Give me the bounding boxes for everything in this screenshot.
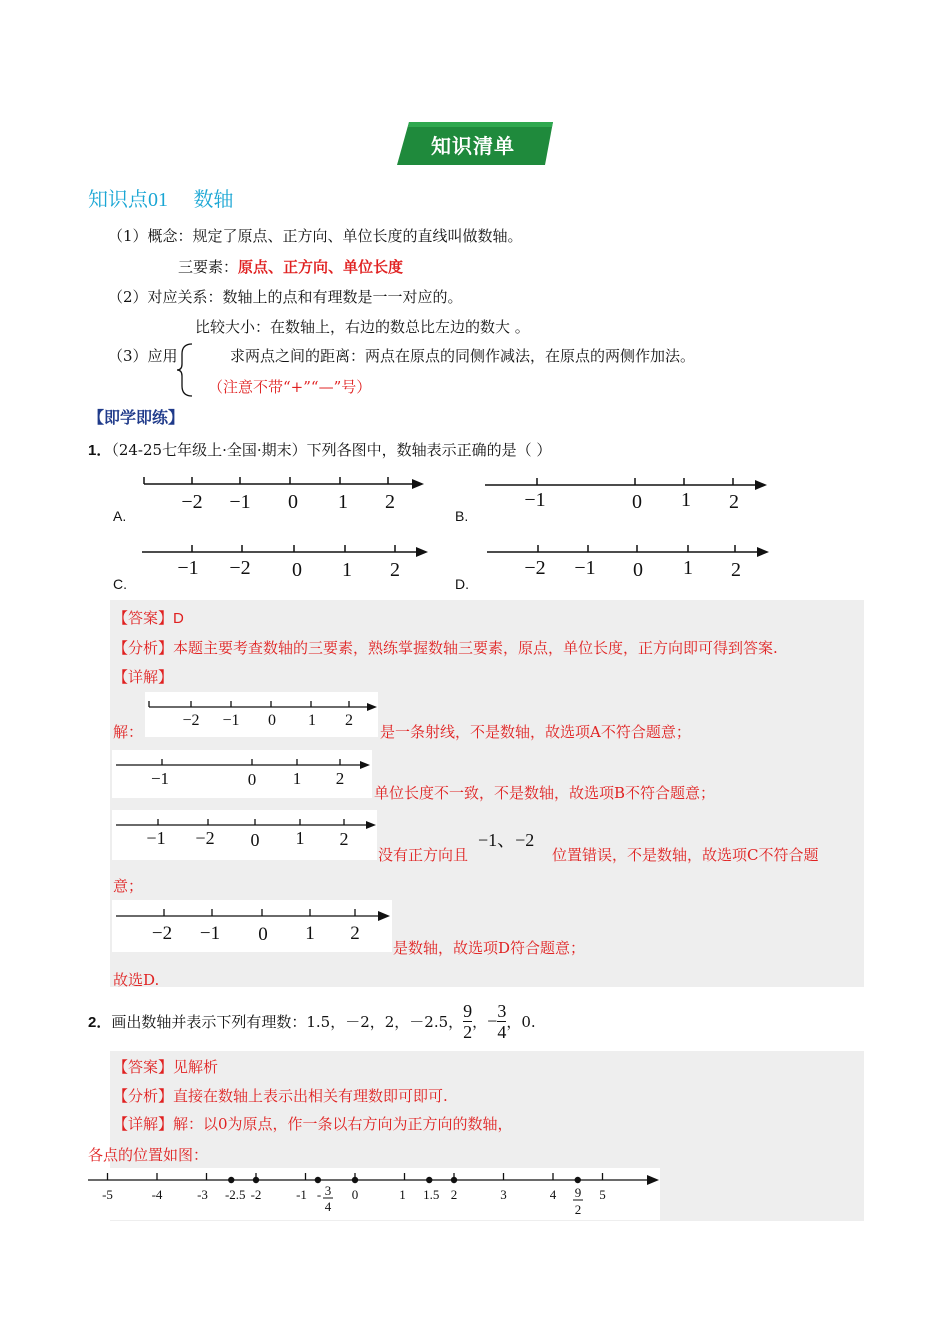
option-a-label: A.: [113, 508, 127, 524]
q2-analysis: [113, 1085, 448, 1106]
kp-number: 01: [148, 189, 168, 211]
q1-analysis-text: 本题主要考查数轴的三要素，熟练掌握数轴三要素，原点，单位长度，正方向即可得到答案.: [173, 639, 778, 657]
q2-answer-tag: 【答案】: [113, 1058, 174, 1076]
q2-point: [451, 1177, 457, 1183]
option-d-label: D.: [455, 576, 469, 592]
axis-option-c: [140, 540, 430, 582]
q2-detail-text: 解：以0为原点，作一条以右方向为正方向的数轴，: [173, 1115, 513, 1133]
q2-answer-value: 见解析: [173, 1058, 219, 1076]
frac-num: 9: [463, 1000, 473, 1021]
concept-line-1: （1）概念：规定了原点、正方向、单位长度的直线叫做数轴。: [108, 227, 523, 245]
axis-a-label: −1: [229, 491, 251, 513]
axis-option-b: [485, 472, 770, 514]
q2-neg-sign: −: [487, 1010, 498, 1031]
q2-tick-label: 4: [549, 1187, 557, 1202]
q2-answer: [113, 1056, 218, 1077]
axis-d-label: −1: [574, 557, 596, 579]
axis-b-label: 0: [632, 491, 642, 513]
reason-c-post: 位置错误，不是数轴，故选项C不符合题: [552, 846, 819, 864]
q2-frac-three-quarters: [497, 1001, 506, 1042]
q2-point: [228, 1177, 234, 1183]
axis-d-label: 1: [683, 557, 693, 579]
reason-a: 是一条射线，不是数轴，故选项A不符合题意；: [380, 723, 691, 741]
q2-number: 2．: [88, 1013, 112, 1031]
detail-d-label: 0: [258, 924, 268, 945]
frac-den: 2: [463, 1021, 473, 1042]
axis-d-label: 2: [731, 559, 741, 581]
q2-tick-label: 2: [450, 1187, 458, 1202]
axis-c-label: 1: [342, 559, 352, 581]
option-b-label: B.: [455, 508, 469, 524]
detail-axis-c: [112, 810, 377, 860]
axis-a-label: −2: [181, 491, 203, 513]
detail-a-label: −2: [182, 712, 200, 729]
detail-b-label: 0: [247, 770, 257, 789]
kp-topic: 数轴: [193, 187, 234, 211]
detail-d-label: −2: [151, 923, 173, 944]
q2-tick-label: 1: [399, 1187, 406, 1202]
three-label: 三要素：: [178, 258, 239, 276]
detail-a-label: 0: [268, 712, 276, 729]
q2-stem-pre: 画出数轴并表示下列有理数：1.5，－2，2，－2.5，: [111, 1012, 464, 1031]
reason-d: 是数轴，故选项D符合题意；: [393, 939, 586, 957]
axis-a-label: 1: [338, 491, 348, 513]
q1-analysis: [113, 637, 778, 658]
reason-b: 单位长度不一致，不是数轴，故选项B不符合题意；: [374, 784, 716, 802]
q1-number: 1．: [88, 442, 112, 459]
q1-analysis-tag: 【分析】: [113, 639, 174, 657]
q2-sep: ，: [472, 1012, 488, 1031]
detail-a-label: 1: [308, 712, 316, 729]
q2-tick-label: 3: [500, 1187, 507, 1202]
q1-detail-tag: 【详解】: [113, 668, 174, 686]
axis-a-label: 0: [288, 491, 298, 513]
q1-jie: 解：: [113, 723, 144, 741]
detail-c-label: −1: [146, 828, 166, 848]
practice-heading: 【即学即练】: [88, 408, 185, 427]
detail-c-label: 1: [295, 828, 305, 848]
q2-stem-post: ，0.: [506, 1012, 536, 1031]
q2-tick-label: -1: [296, 1187, 307, 1202]
three-value: 原点、正方向、单位长度: [238, 258, 404, 276]
axis-b-label: −1: [524, 489, 546, 511]
app-line-1: 求两点之间的距离：两点在原点的同侧作减法，在原点的两侧作加法。: [230, 347, 696, 365]
detail-c-label: −2: [195, 828, 215, 848]
q1-answer: [113, 607, 184, 628]
kp-heading: [88, 183, 233, 212]
detail-c-label: 0: [250, 830, 260, 850]
axis-d-label: 0: [633, 559, 643, 581]
detail-axis-a: [145, 692, 378, 737]
detail-b-label: 1: [292, 769, 302, 788]
q2-stem: [88, 1000, 536, 1042]
brace-icon: [174, 342, 196, 398]
q2-tick-label: 0: [351, 1187, 359, 1202]
detail-c-label: 2: [339, 829, 349, 849]
axis-d-label: −2: [524, 557, 546, 579]
frac-label-num: 3: [324, 1183, 332, 1198]
detail-axis-d: [112, 900, 392, 952]
frac-label-den: 4: [324, 1199, 332, 1214]
axis-c-label: 2: [390, 559, 400, 581]
kp-prefix: 知识点: [88, 187, 148, 211]
frac-label-sign: -: [316, 1187, 322, 1202]
axis-b-label: 1: [681, 489, 691, 511]
axis-option-d: [485, 540, 775, 582]
reason-c-wrap: 意；: [113, 877, 144, 895]
q2-tick-label: -2: [250, 1187, 262, 1202]
q2-point: [426, 1177, 432, 1183]
q2-point: [352, 1177, 358, 1183]
axis-option-a: [140, 472, 425, 514]
q2-tick-label: 5: [599, 1187, 606, 1202]
detail-a-label: 2: [345, 712, 353, 729]
axis-c-label: 0: [292, 559, 302, 581]
q1-conclusion: 故选D.: [113, 971, 160, 989]
q2-analysis-text: 直接在数轴上表示出相关有理数即可即可.: [173, 1087, 448, 1105]
q2-detail-2: 各点的位置如图：: [88, 1146, 209, 1164]
frac-label-den: 2: [574, 1202, 582, 1217]
title-badge: [395, 121, 557, 166]
q2-tick-label: 1.5: [423, 1187, 440, 1202]
frac-label-num: 9: [574, 1185, 582, 1200]
q2-number-line: [88, 1168, 660, 1220]
detail-d-label: −1: [199, 923, 221, 944]
detail-axis-b: [112, 750, 372, 798]
q2-tick-label: -5: [102, 1187, 113, 1202]
axis-c-label: −1: [177, 557, 199, 579]
q2-detail: [113, 1113, 513, 1134]
detail-d-label: 1: [305, 923, 315, 944]
frac-den: 4: [497, 1021, 507, 1042]
q2-tick-label: -4: [151, 1187, 163, 1202]
detail-b-label: 2: [335, 769, 345, 788]
reason-c-pre: 没有正方向且: [378, 846, 469, 864]
reason-c-values: −1、−2: [478, 830, 535, 850]
badge-text: 知识清单: [431, 134, 515, 158]
q2-point: [253, 1177, 259, 1183]
q1-answer-tag: 【答案】: [113, 609, 174, 627]
q2-tick-label: -3: [197, 1187, 208, 1202]
q1-stem: [88, 439, 551, 460]
q1-source: （24-25七年级上·全国·期末）: [111, 441, 307, 459]
detail-d-label: 2: [350, 923, 360, 944]
axis-a-label: 2: [385, 491, 395, 513]
q1-answer-value: D: [173, 610, 184, 627]
app-line-2: （注意不带“+”“—”号）: [208, 378, 372, 396]
concept-line-3: （2）对应关系：数轴上的点和有理数是一一对应的。: [108, 288, 463, 306]
q2-tick-label: -2.5: [224, 1187, 246, 1202]
q2-point: [315, 1177, 321, 1183]
detail-b-label: −1: [150, 769, 170, 788]
q2-frac-nine-halves: [463, 1001, 472, 1042]
q2-analysis-tag: 【分析】: [113, 1087, 174, 1105]
three-elements: [178, 256, 403, 277]
option-c-label: C.: [113, 576, 127, 592]
frac-num: 3: [497, 1000, 507, 1021]
q2-point: [575, 1177, 581, 1183]
q1-text: 下列各图中，数轴表示正确的是（ ）: [306, 441, 552, 459]
detail-a-label: −1: [222, 712, 240, 729]
axis-b-label: 2: [729, 491, 739, 513]
app-label: （3）应用: [108, 347, 178, 365]
axis-c-label: −2: [229, 557, 251, 579]
q2-detail-tag: 【详解】: [113, 1115, 174, 1133]
concept-line-4: 比较大小：在数轴上，右边的数总比左边的数大 。: [195, 318, 530, 336]
